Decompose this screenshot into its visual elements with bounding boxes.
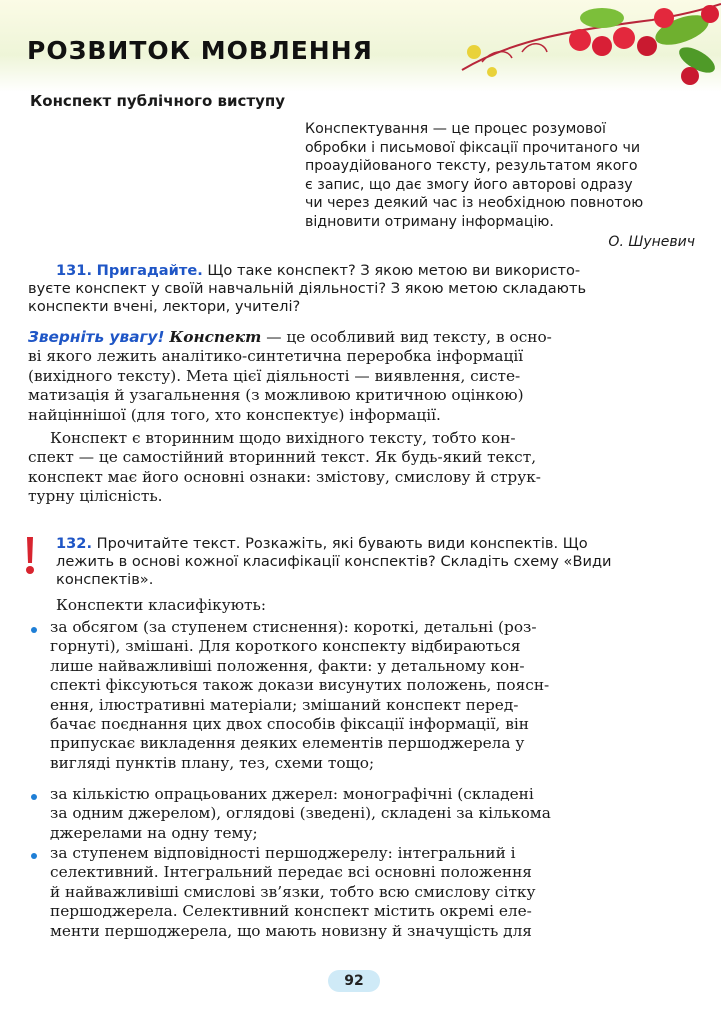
definition-text: найціннішої (для того, хто конспектує) інформації. <box>28 405 441 424</box>
list-item-line: за обсягом (за ступенем стиснення): короткі, детальні (роз- <box>50 618 537 636</box>
epigraph-line: відновити отриману інформацію. <box>305 213 554 230</box>
definition-text: ві якого лежить аналітико-синтетична переробка інформації <box>28 347 524 366</box>
epigraph-line: Конспектування — це процес розумової <box>305 121 606 137</box>
definition-text: (вихідного тексту). Мета цієї діяльності — виявлення, систе- <box>28 366 521 385</box>
task-text: Що таке конспект? З якою метою ви використо- <box>207 262 581 279</box>
list-item-line: й найважливіші смислові зв’язки, тобто всю смислову сітку <box>50 882 536 901</box>
list-item-line: за одним джерелом), оглядові (зведені), складені за кількома <box>50 804 551 823</box>
bullet-icon <box>31 627 37 633</box>
list-item-line: вигляді пунктів плану, тез, схеми тощо; <box>50 753 375 772</box>
list-item-line: спекті фіксуються також докази висунутих положень, поясн- <box>50 676 550 695</box>
bullet-icon <box>31 794 37 800</box>
section-title: РОЗВИТОК МОВЛЕННЯ <box>27 36 373 65</box>
subtitle: Конспект публічного виступу <box>30 92 286 110</box>
definition-text: — це особливий вид тексту, в осно- <box>266 328 552 346</box>
task-text: конспектів». <box>56 571 154 588</box>
epigraph-line: є запис, що дає змогу його авторові одразу <box>305 176 633 193</box>
paragraph-line: Конспект є вторинним щодо вихідного тексту, тобто кон- <box>50 429 516 447</box>
list-item-line: за кількістю опрацьованих джерел: монографічні (складені <box>50 785 534 803</box>
classification-item-2 <box>50 785 700 843</box>
list-item-line: припускає викладення деяких елементів першоджерела у <box>50 734 525 753</box>
term: Конспект <box>169 328 262 346</box>
epigraph-line: чи через деякий час із необхідною повнотою <box>305 195 644 212</box>
paragraph-line: спект — це самостійний вторинний текст. Як будь-який текст, <box>28 448 537 467</box>
task-text: лежить в основі кожної класифікації конспектів? Складіть схему «Види <box>56 553 612 570</box>
epigraph-line: проаудійованого тексту, результатом якого <box>305 158 638 175</box>
task-label: Пригадайте. <box>96 262 203 279</box>
attention-label: Зверніть увагу! <box>28 328 165 346</box>
definition-text: матизація й узагальнення (з можливою критичною оцінкою) <box>28 386 524 405</box>
attention-block <box>28 328 698 425</box>
paragraph-line: турну цілісність. <box>28 487 163 506</box>
task-number: 132. <box>56 535 93 552</box>
task-131 <box>28 262 698 316</box>
epigraph-line: обробки і письмової фіксації прочитаного чи <box>305 139 641 156</box>
list-item-line: джерелами на одну тему; <box>50 823 258 842</box>
list-item-line: горнуті), змішані. Для короткого конспекту відбираються <box>50 637 521 656</box>
list-item-line: лише найважливіші положення, факти: у детальному кон- <box>50 656 525 675</box>
task-number: 131. <box>56 262 93 279</box>
task-132 <box>28 535 698 589</box>
epigraph-author: О. Шуневич <box>608 234 695 250</box>
berry-ornament-icon <box>452 0 721 92</box>
bullet-icon <box>31 853 37 859</box>
task-text: вуєте конспект у своїй навчальній діяльності? З якою метою складають <box>28 280 587 297</box>
list-item-line: селективний. Інтегральний передає всі основні положення <box>50 863 532 882</box>
paragraph-line: конспект має його основні ознаки: змістову, смислову й струк- <box>28 467 541 486</box>
list-item-line: за ступенем відповідності першоджерелу: інтегральний і <box>50 844 516 862</box>
task-text: конспекти вчені, лектори, учителі? <box>28 298 301 315</box>
list-item-line: ення, ілюстративні матеріали; змішаний конспект перед- <box>50 695 519 714</box>
page-number: 92 <box>328 970 380 992</box>
secondary-paragraph <box>28 429 698 507</box>
classification-intro: Конспекти класифікують: <box>56 596 266 614</box>
list-item-line: менти першоджерела, що мають новизну й значущість для <box>50 921 532 940</box>
list-item-line: бачає поєднання цих двох способів фіксації інформації, він <box>50 715 529 734</box>
classification-item-1 <box>50 618 700 773</box>
epigraph <box>305 120 695 232</box>
classification-item-3 <box>50 844 700 941</box>
task-text: Прочитайте текст. Розкажіть, які бувають види конспектів. Що <box>96 535 588 552</box>
list-item-line: першоджерела. Селективний конспект містить окремі еле- <box>50 902 532 921</box>
